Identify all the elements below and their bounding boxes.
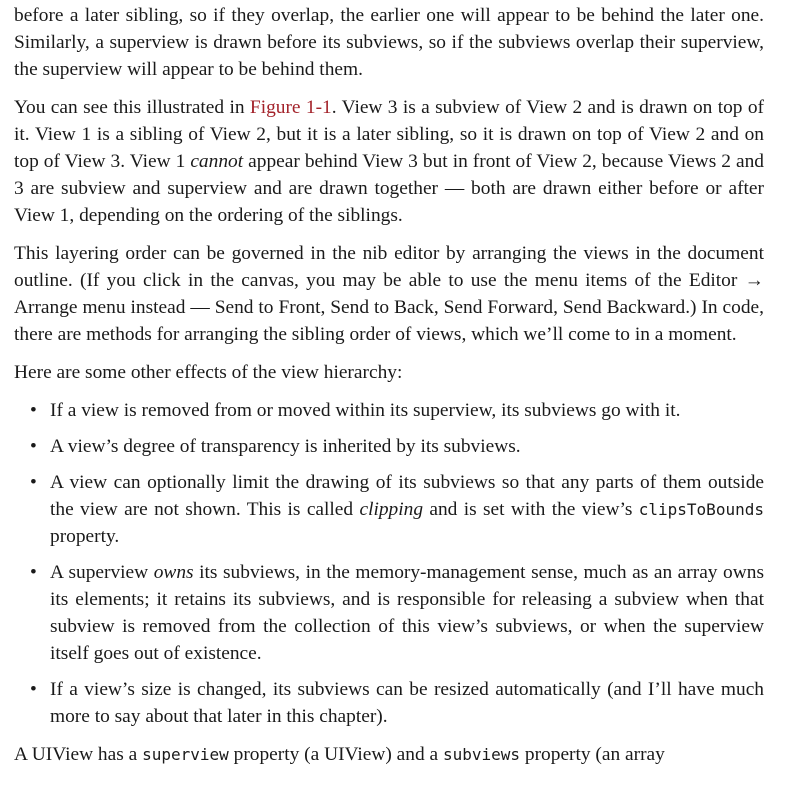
list-item-text: its subviews, in the memory-management sense, much as an array owns its elements; it retains its subviews, and is responsible for releasing a subview when that subview is removed from the collection of this view’s subviews, or when the superview itself goes out of existence.	[50, 562, 764, 664]
bullet-icon: •	[30, 562, 37, 583]
list-item-text: If a view’s size is changed, its subviews can be resized automatically (and I’ll have much more to say about that later in this chapter).	[50, 679, 764, 727]
text-segment: property (a UIView) and a	[228, 744, 443, 765]
list-item-text: A view can optionally limit the drawing of its subviews so that any parts of them outside the view are not shown. This is called	[50, 472, 764, 520]
list-item-text: A superview	[50, 562, 154, 583]
list-item	[14, 469, 764, 550]
list-item	[14, 397, 764, 424]
document-page	[14, 2, 764, 779]
emphasis-owns: owns	[153, 562, 194, 583]
paragraph-uiview-properties	[14, 741, 764, 768]
list-item-text: and is set with the view’s	[423, 499, 639, 520]
list-item-text: If a view is removed from or moved within its superview, its subviews go with it.	[50, 400, 681, 421]
bullet-icon: •	[30, 472, 37, 493]
paragraph-figure-reference	[14, 94, 764, 229]
list-item-text: A view’s degree of transparency is inherited by its subviews.	[50, 436, 521, 457]
text-segment: A UIView has a	[14, 744, 143, 765]
list-item-text: property.	[50, 526, 120, 547]
paragraph-layering	[14, 2, 764, 83]
emphasis-cannot: cannot	[190, 151, 244, 172]
bullet-icon: •	[30, 436, 37, 457]
bullet-icon: •	[30, 679, 37, 700]
text-segment: appear behind View 3 but in front of View 2, because Views 2 and 3 are subview and superview and are drawn together — both are drawn either before or after View 1, depending on the ordering of the siblings.	[14, 151, 764, 226]
paragraph-effects-intro	[14, 359, 764, 386]
code-subviews: subviews	[442, 745, 521, 764]
paragraph-layering-text: before a later sibling, so if they overlap, the earlier one will appear to be behind the later one. Similarly, a superview is drawn before its subviews, so if the subviews overlap their superview, the superview will appear to be behind them.	[14, 5, 764, 80]
figure-link[interactable]: Figure 1-1	[249, 97, 332, 118]
paragraph-nib-editor	[14, 240, 764, 348]
list-item	[14, 559, 764, 667]
text-segment: property (an array	[520, 744, 665, 765]
code-superview: superview	[142, 745, 229, 764]
paragraph-nib-editor-text: This layering order can be governed in the nib editor by arranging the views in the document outline. (If you click in the canvas, you may be able to use the menu items of the Editor → Arrange menu instead — Send to Front, Send to Back, Send Forward, Send Backward.) In code, there are methods for arranging the sibling order of views, which we’ll come to in a moment.	[14, 243, 764, 345]
list-item	[14, 433, 764, 460]
list-item	[14, 676, 764, 730]
paragraph-effects-intro-text: Here are some other effects of the view hierarchy:	[14, 362, 403, 383]
effects-list	[14, 397, 764, 730]
text-segment: You can see this illustrated in	[14, 97, 250, 118]
text-segment: . View 3 is a subview of View 2 and is drawn on top of it. View 1 is a sibling of View 2, but it is a later sibling, so it is drawn on top of View 2 and on top of View 3. View 1	[14, 97, 764, 172]
bullet-icon: •	[30, 400, 37, 421]
emphasis-clipping: clipping	[359, 499, 424, 520]
code-clipsToBounds: clipsToBounds	[638, 500, 764, 519]
